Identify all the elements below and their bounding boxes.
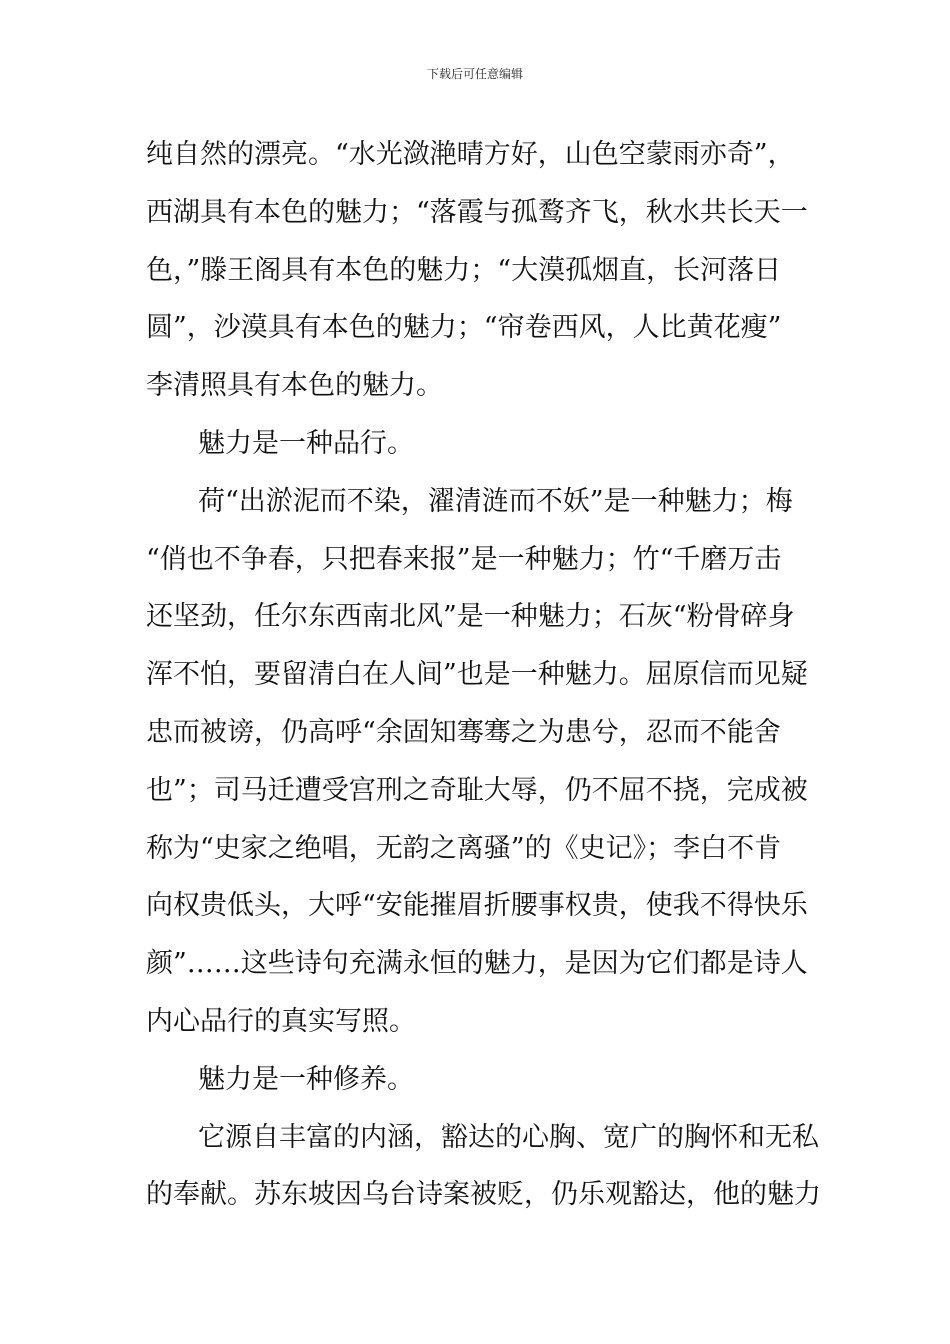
text-line: 浑不怕，要留清白在人间”也是一种魅力。屈原信而见疑	[146, 659, 808, 691]
text-line: 内心品行的真实写照。	[146, 1005, 416, 1037]
section-heading-cultivation: 魅力是一种修养。	[198, 1063, 414, 1095]
text-line: 圆”，沙漠具有本色的魅力；“帘卷西风，人比黄花瘦”	[146, 312, 782, 344]
text-line: 纯自然的漂亮。“水光潋滟晴方好，山色空蒙雨亦奇”，	[146, 139, 795, 170]
text-line: 色，”滕王阁具有本色的魅力；“大漠孤烟直，长河落日	[146, 254, 782, 286]
page-header: 下载后可任意编辑	[426, 67, 523, 81]
text-line: 向权贵低头，大呼“安能摧眉折腰事权贵，使我不得快乐	[146, 890, 808, 922]
text-line: 称为“史家之绝唱，无韵之离骚”的《史记》；李白不肯	[146, 832, 782, 864]
section-heading-character: 魅力是一种品行。	[198, 427, 414, 459]
document-body	[146, 126, 821, 1224]
text-line: 颜”……这些诗句充满永恒的魅力，是因为它们都是诗人	[146, 948, 808, 980]
text-line: 也”；司马迁遭受宫刑之奇耻大辱，仍不屈不挠，完成被	[146, 774, 808, 806]
text-line: 的奉献。苏东坡因乌台诗案被贬，仍乐观豁达，他的魅力	[146, 1179, 821, 1211]
text-line: 忠而被谤，仍高呼“余固知骞骞之为患兮，忍而不能舍	[146, 716, 781, 748]
text-line: 还坚劲，任尔东西南北风”是一种魅力；石灰“粉骨碎身	[146, 601, 795, 633]
text-line: 李清照具有本色的魅力。	[146, 370, 443, 402]
text-line: “俏也不争春，只把春来报”是一种魅力；竹“千磨万击	[146, 543, 782, 575]
paragraph-first-line: 它源自丰富的内涵，豁达的心胸、宽广的胸怀和无私	[198, 1121, 819, 1153]
text-line: 西湖具有本色的魅力；“落霞与孤鹜齐飞，秋水共长天一	[146, 196, 808, 228]
paragraph-first-line: 荷“出淤泥而不染，濯清涟而不妖”是一种魅力；梅	[198, 485, 793, 517]
